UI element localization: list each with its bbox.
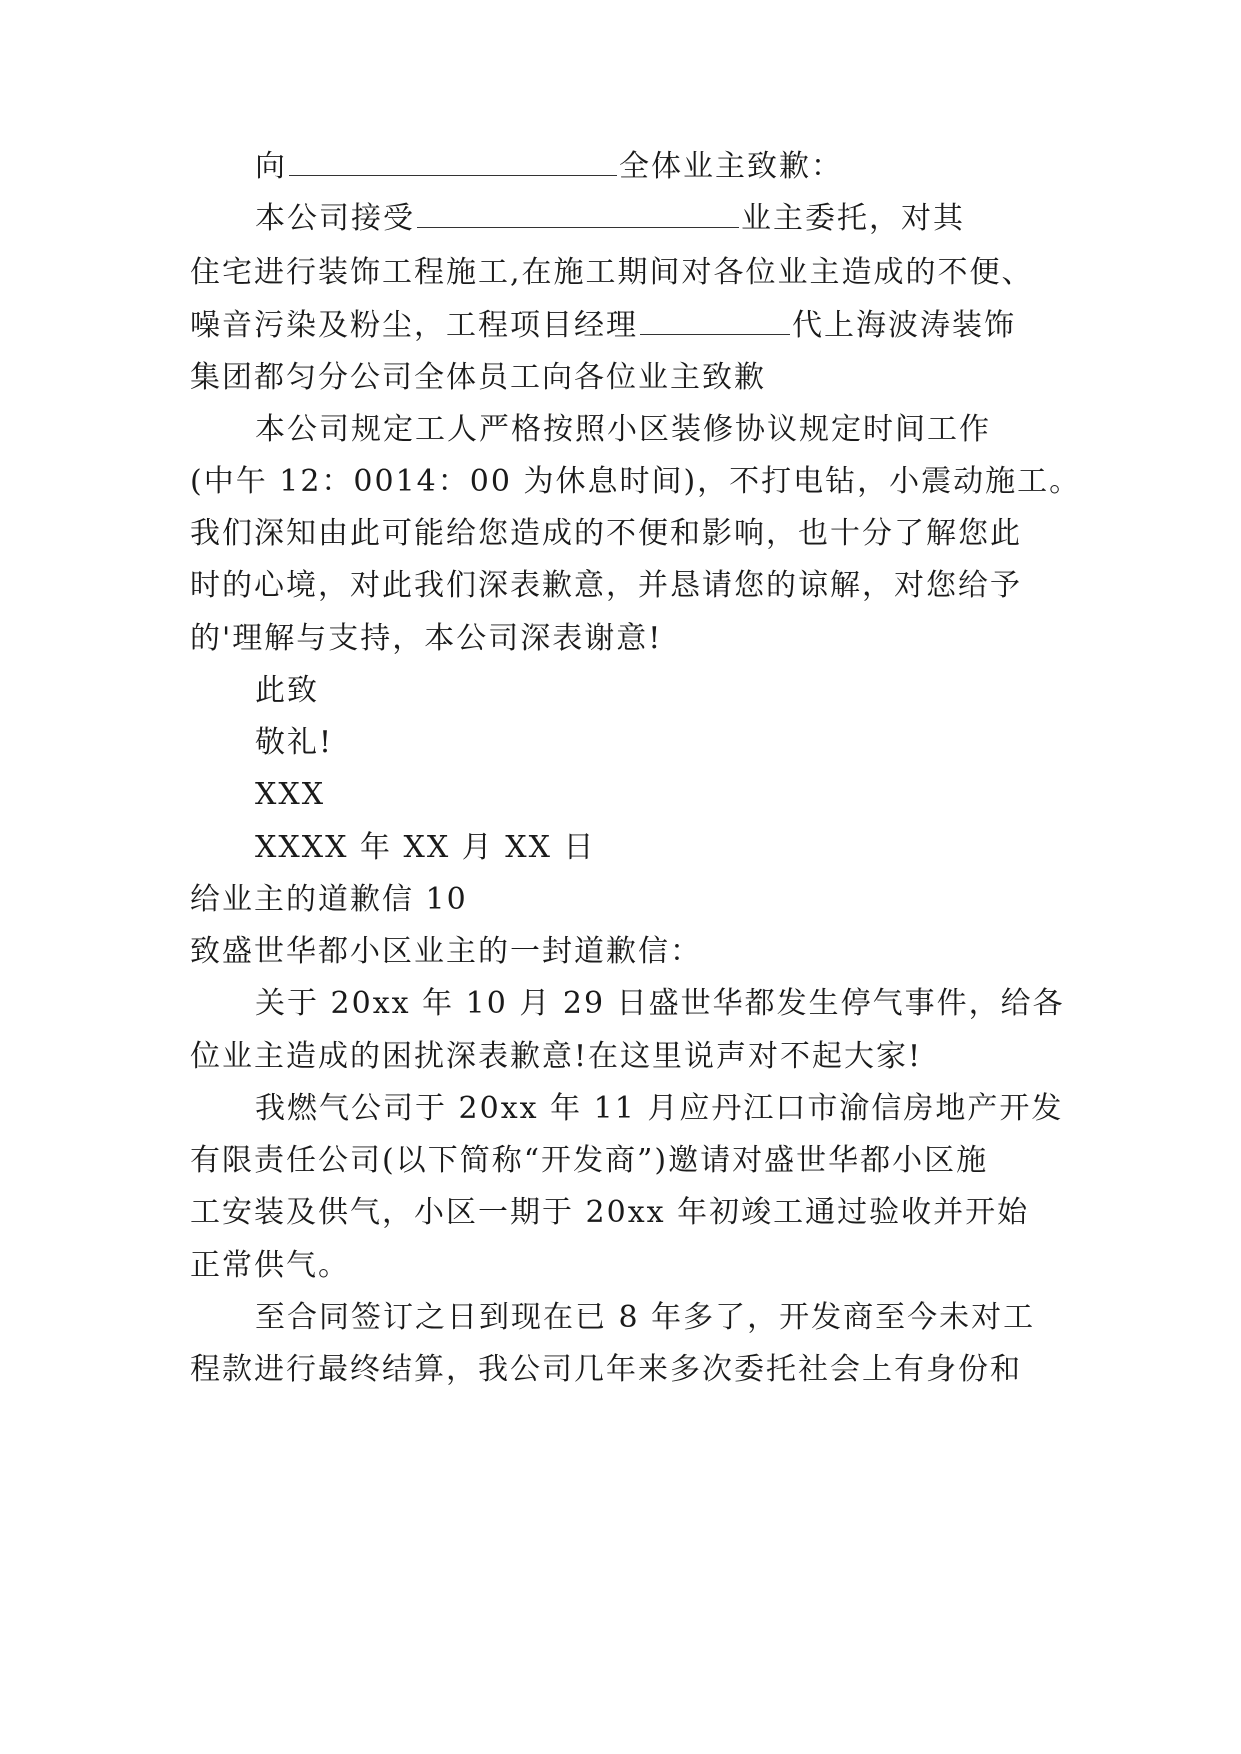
section-title: 给业主的道歉信 10 (190, 882, 468, 917)
owner-blank (417, 199, 739, 228)
para1-l1-suffix: 业主委托，对其 (741, 201, 965, 236)
closing-jing-li: 敬礼! (255, 725, 334, 760)
para1-line1 (255, 199, 965, 239)
letter2-para2-line2: 有限责任公司(以下简称“开发商”)邀请对盛世华都小区施 (190, 1143, 989, 1178)
greeting-prefix: 向 (255, 149, 287, 184)
signature-date: XXXX 年 XX 月 XX 日 (255, 830, 596, 865)
letter2-para3-line1: 至合同签订之日到现在已 8 年多了，开发商至今未对工 (255, 1300, 1036, 1335)
para1-line4: 集团都匀分公司全体员工向各位业主致歉 (190, 360, 766, 395)
signer-name: XXX (255, 777, 326, 812)
para1-line2: 住宅进行装饰工程施工,在施工期间对各位业主造成的不便、 (190, 255, 1034, 290)
manager-blank (640, 306, 790, 335)
para1-l1-prefix: 本公司接受 (255, 201, 415, 236)
letter2-para1-line1: 关于 20xx 年 10 月 29 日盛世华都发生停气事件，给各 (255, 986, 1065, 1021)
letter2-salutation: 致盛世华都小区业主的一封道歉信： (190, 934, 702, 969)
letter2-para3-line2: 程款进行最终结算，我公司几年来多次委托社会上有身份和 (190, 1352, 1022, 1387)
greeting-suffix: 全体业主致歉： (619, 149, 843, 184)
letter2-para2-line4: 正常供气。 (190, 1248, 350, 1283)
greeting-line (255, 147, 843, 187)
para2-line2: (中午 12：0014：00 为休息时间)，不打电钻，小震动施工。 (190, 464, 1082, 499)
para2-line3: 我们深知由此可能给您造成的不便和影响，也十分了解您此 (190, 516, 1022, 551)
para2-line5: 的'理解与支持，本公司深表谢意! (190, 621, 663, 656)
letter2-para2-line3: 工安装及供气，小区一期于 20xx 年初竣工通过验收并开始 (190, 1195, 1030, 1230)
para1-l3-suffix: 代上海波涛装饰 (792, 308, 1016, 343)
para1-line3 (190, 306, 1016, 346)
letter2-para2-line1: 我燃气公司于 20xx 年 11 月应丹江口市渝信房地产开发 (255, 1091, 1064, 1126)
para2-line1: 本公司规定工人严格按照小区装修协议规定时间工作 (255, 412, 991, 447)
recipient-blank (289, 147, 617, 176)
para1-l3-prefix: 噪音污染及粉尘，工程项目经理 (190, 308, 638, 343)
letter2-para1-line2: 位业主造成的困扰深表歉意!在这里说声对不起大家! (190, 1039, 923, 1074)
para2-line4: 时的心境，对此我们深表歉意，并恳请您的谅解，对您给予 (190, 568, 1022, 603)
closing-ci-zhi: 此致 (255, 673, 319, 708)
